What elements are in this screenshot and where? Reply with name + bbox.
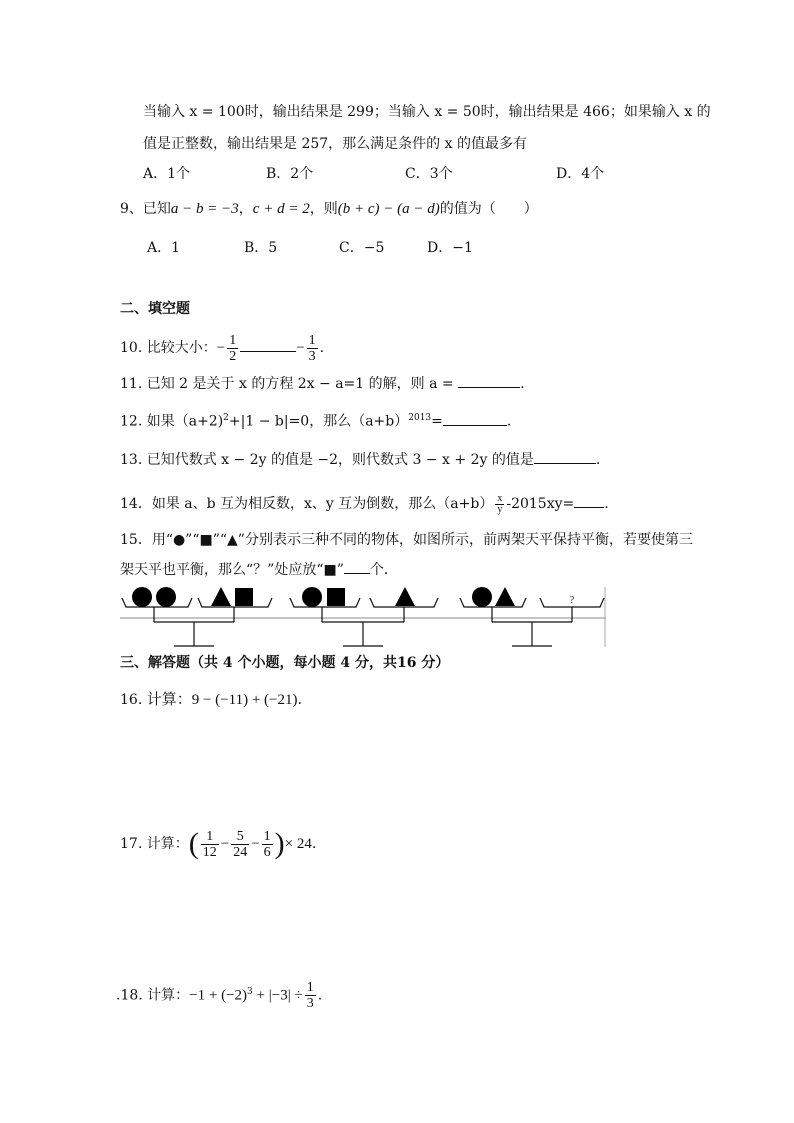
q14-number: 14． bbox=[120, 496, 152, 512]
q8-line1: 当输入 x = 100时，输出结果是 299；当输入 x = 50时，输出结果是 466；如果输入 x 的 bbox=[143, 104, 711, 120]
q9-cond2: c + d = 2 bbox=[252, 201, 310, 217]
q10-minus-2: − bbox=[296, 340, 305, 356]
q10-fraction-1: $\frac{1}{2}$ bbox=[229, 332, 237, 364]
q18-number: .18. bbox=[116, 987, 143, 1004]
q11-end: . bbox=[520, 376, 525, 392]
q15-line2 bbox=[120, 559, 398, 580]
q17-fraction-1: $\frac{1}{12}$ bbox=[202, 828, 217, 860]
q18-text: 计算： bbox=[147, 987, 190, 1004]
q12-number: 12. bbox=[120, 413, 143, 430]
section2-title: 二、填空题 bbox=[120, 301, 190, 317]
q9-expr: (b + c) − (a − d) bbox=[337, 201, 440, 217]
q18-fraction: $\frac{1}{3}$ bbox=[306, 980, 314, 1012]
q13-answer-blank[interactable] bbox=[534, 449, 596, 464]
q9-stem bbox=[120, 199, 538, 219]
q9-stem-post: 的值为（ ） bbox=[439, 201, 538, 217]
q8-option-b: B．2个 bbox=[266, 166, 314, 182]
balance-3-circle bbox=[472, 587, 492, 607]
balance-2-circle bbox=[302, 587, 322, 607]
q9-cond1: a − b = −3 bbox=[170, 201, 239, 217]
q15-line1: 15．用“●”“■”“▲”分别表示三种不同的物体，如图所示，前两架天平保持平衡，若要使第三 bbox=[120, 532, 693, 548]
q14-text-b: -2015xy= bbox=[506, 496, 575, 512]
q16 bbox=[120, 690, 302, 710]
section3-title: 三、解答题（共 4 个小题，每小题 4 分，共16 分） bbox=[120, 655, 450, 671]
q9-option-c: C．−5 bbox=[339, 240, 385, 256]
balance-1-circle-b bbox=[156, 587, 176, 607]
q17 bbox=[120, 826, 316, 862]
q8-option-d: D．4个 bbox=[556, 166, 605, 182]
q16-expression: 计算：9 − (−11) + (−21) bbox=[146, 692, 298, 708]
q10 bbox=[120, 332, 324, 364]
q10-fraction-2: $\frac{1}{3}$ bbox=[308, 332, 316, 364]
balance-3-question-mark: ? bbox=[569, 595, 575, 606]
q11 bbox=[120, 373, 525, 394]
q18-expr-a: −1 + (−2) bbox=[189, 987, 248, 1004]
q13-end: . bbox=[595, 452, 601, 468]
balance-1-triangle bbox=[211, 587, 231, 606]
q10-number: 10. bbox=[120, 340, 143, 356]
q11-answer-blank[interactable] bbox=[458, 373, 520, 388]
q12-text-a: 如果（a+2) bbox=[146, 413, 224, 430]
q12-text-b: +|1 − b|=0，那么（a+b） bbox=[228, 413, 409, 430]
q12-end: . bbox=[506, 413, 512, 430]
balance-2-square bbox=[327, 588, 345, 606]
q18-expr-b: + |−3| ÷ bbox=[252, 987, 303, 1004]
q16-end: . bbox=[297, 692, 302, 708]
q14 bbox=[120, 488, 609, 520]
q14-end: . bbox=[604, 496, 609, 512]
balance-3-triangle bbox=[495, 587, 515, 606]
q18 bbox=[116, 976, 322, 1012]
q11-number: 11. bbox=[120, 376, 143, 392]
q15-line2-text: 架天平也平衡，那么“？”处应放“■” bbox=[120, 562, 344, 578]
q17-end: . bbox=[311, 836, 317, 852]
q9-sep: ， bbox=[238, 201, 253, 217]
balance-figure bbox=[118, 585, 608, 650]
q17-tail: × 24 bbox=[284, 836, 312, 852]
q12-answer-blank[interactable] bbox=[443, 411, 507, 426]
q17-op-2: − bbox=[251, 836, 260, 852]
q12-exponent-2: 2013 bbox=[408, 413, 432, 423]
q17-fraction-2: $\frac{5}{24}$ bbox=[233, 828, 248, 860]
q13-number: 13. bbox=[120, 452, 143, 468]
balance-2-triangle bbox=[395, 587, 415, 606]
q8-option-a: A．1个 bbox=[143, 166, 191, 182]
q12-text-c: = bbox=[431, 413, 443, 430]
q14-text-a: 如果 a、b 互为相反数，x、y 互为倒数，那么（a+b） bbox=[151, 496, 494, 512]
q16-number: 16. bbox=[120, 692, 143, 708]
q10-text: 比较大小： bbox=[146, 340, 217, 356]
q18-end: . bbox=[317, 987, 323, 1004]
q9-option-d: D．−1 bbox=[427, 240, 473, 256]
q10-end: . bbox=[319, 340, 325, 356]
q10-minus-1: − bbox=[216, 340, 226, 356]
q17-text: 计算： bbox=[146, 836, 189, 852]
balance-1-circle-a bbox=[132, 587, 152, 607]
q18-exponent: 3 bbox=[247, 987, 253, 997]
q17-fraction-3: $\frac{1}{6}$ bbox=[263, 828, 271, 860]
q14-fraction: $\frac{x}{y}$ bbox=[497, 492, 503, 515]
q9-stem-pre: 9、已知 bbox=[120, 201, 171, 217]
q17-paren-close: ) bbox=[274, 827, 285, 860]
q12-exponent-1: 2 bbox=[223, 413, 229, 423]
q15-end: 个． bbox=[369, 562, 398, 578]
q17-op-1: − bbox=[220, 836, 230, 852]
q12 bbox=[120, 408, 511, 432]
q11-text: 已知 2 是关于 x 的方程 2x − a=1 的解，则 a = bbox=[146, 376, 454, 392]
q17-paren-open: ( bbox=[188, 827, 199, 860]
q15-answer-blank[interactable] bbox=[344, 559, 370, 574]
q9-mid: ，则 bbox=[309, 201, 338, 217]
q8-option-c: C．3个 bbox=[405, 166, 453, 182]
q9-option-a: A．1 bbox=[147, 240, 181, 256]
q17-number: 17. bbox=[120, 836, 143, 852]
q13 bbox=[120, 449, 600, 470]
q9-option-b: B．5 bbox=[244, 240, 278, 256]
q10-answer-blank[interactable] bbox=[240, 337, 296, 352]
q8-line2: 值是正整数，输出结果是 257，那么满足条件的 x 的值最多有 bbox=[143, 136, 527, 152]
q13-text: 已知代数式 x − 2y 的值是 −2，则代数式 3 − x + 2y 的值是 bbox=[146, 452, 534, 468]
q14-answer-blank[interactable] bbox=[574, 493, 604, 508]
balance-1-square bbox=[235, 588, 253, 606]
